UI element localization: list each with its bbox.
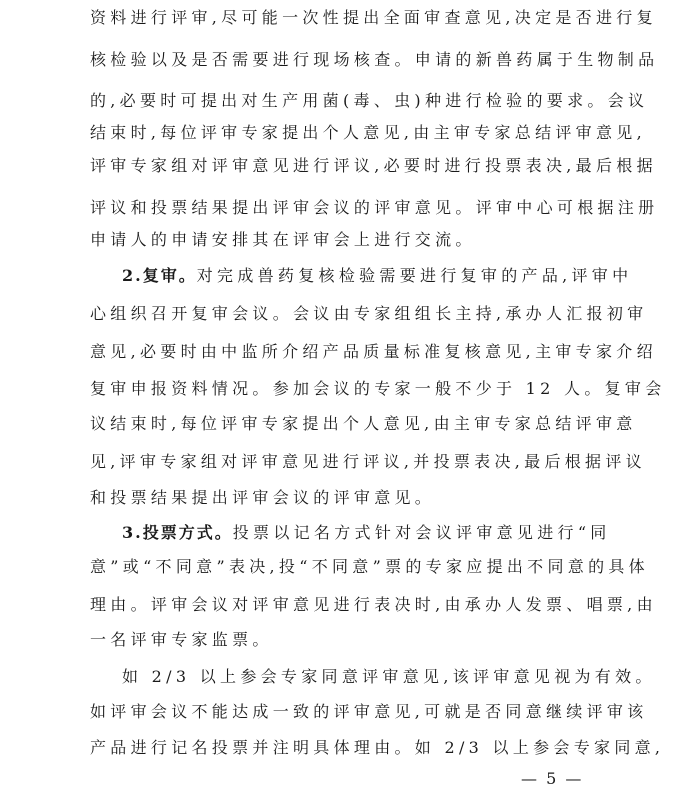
text-line: 心组织召开复审会议。会议由专家组组长主持,承办人汇报初审 (90, 304, 648, 323)
text-line: 和投票结果提出评审会议的评审意见。 (90, 488, 436, 507)
text-line: 议结束时,每位评审专家提出个人意见,由主审专家总结评审意 (90, 414, 637, 433)
section-3-first-line (122, 523, 611, 543)
text-line: 意”或“不同意”表决,投“不同意”票的专家应提出不同意的具体 (90, 557, 649, 576)
text-line: 见,评审专家组对评审意见进行评议,并投票表决,最后根据评议 (90, 452, 646, 471)
text-line: 的,必要时可提出对生产用菌(毒、虫)种进行检验的要求。会议 (90, 91, 649, 110)
text-line: 复审申报资料情况。参加会议的专家一般不少于 12 人。复审会 (90, 379, 666, 398)
text-line: 理由。评审会议对评审意见进行表决时,由承办人发票、唱票,由 (90, 595, 657, 614)
section-2-first-line (122, 266, 632, 286)
text-line: 评审专家组对评审意见进行评议,必要时进行投票表决,最后根据 (90, 156, 657, 175)
section-2-heading: 2.复审。 (122, 266, 197, 285)
text-line: 结束时,每位评审专家提出个人意见,由主审专家总结评审意见, (90, 123, 646, 142)
section-3-heading: 3.投票方式。 (122, 523, 233, 542)
page-number: — 5 — (521, 769, 584, 788)
text-line: 产品进行记名投票并注明具体理由。如 2/3 以上参会专家同意, (90, 738, 665, 757)
text-line: 评议和投票结果提出评审会议的评审意见。评审中心可根据注册 (90, 198, 659, 217)
section-3-first-line-text: 投票以记名方式针对会议评审意见进行“同 (232, 523, 611, 542)
section-2-first-line-text: 对完成兽药复核检验需要进行复审的产品,评审中 (196, 266, 633, 285)
text-line: 核检验以及是否需要进行现场核查。申请的新兽药属于生物制品 (90, 50, 659, 69)
text-line: 申请人的申请安排其在评审会上进行交流。 (90, 230, 476, 249)
text-line: 意见,必要时由中监所介绍产品质量标准复核意见,主审专家介绍 (90, 342, 657, 361)
text-line: 资料进行评审,尽可能一次性提出全面审查意见,决定是否进行复 (90, 8, 657, 27)
paragraph-4-first-line: 如 2/3 以上参会专家同意评审意见,该评审意见视为有效。 (122, 667, 656, 686)
text-line: 如评审会议不能达成一致的评审意见,可就是否同意继续评审该 (90, 702, 648, 721)
text-line: 一名评审专家监票。 (90, 630, 273, 649)
